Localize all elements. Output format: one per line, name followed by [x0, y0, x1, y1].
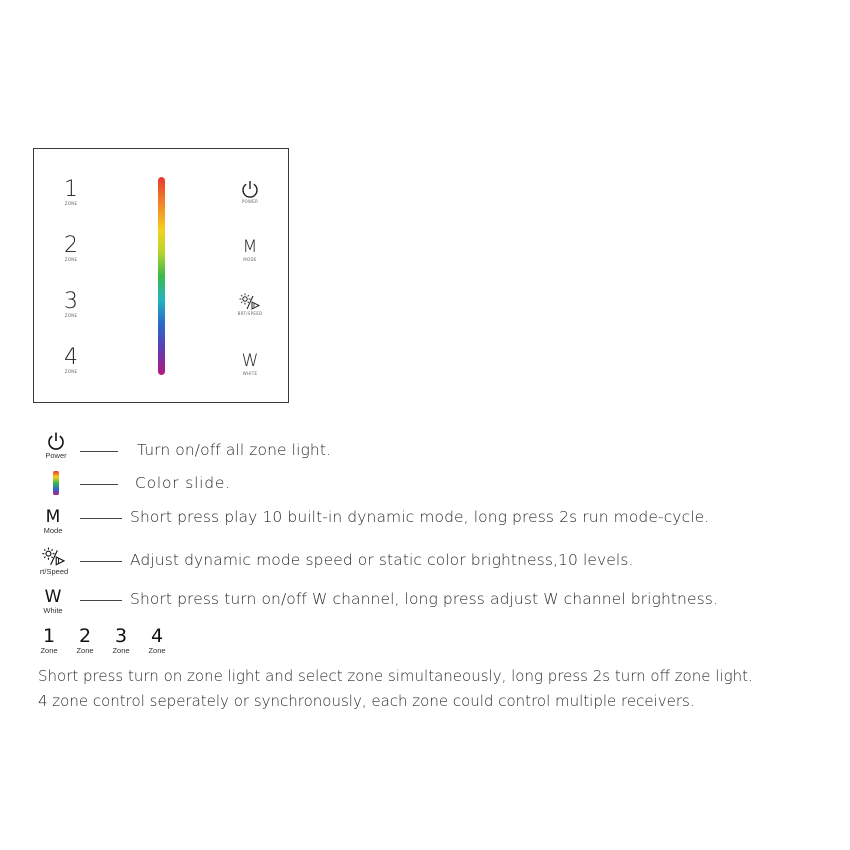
zone-1-caption: ZONE [64, 201, 78, 206]
legend-zone-4-number: 4 [150, 625, 164, 647]
legend-speed-text: Adjust dynamic mode speed or static color brightness,10 levels. [130, 551, 634, 569]
power-icon [240, 179, 260, 199]
legend-zone-4-caption: Zone [148, 646, 166, 655]
legend-mode-text: Short press play 10 built-in dynamic mode, long press 2s run mode-cycle. [130, 508, 710, 526]
zone-4-caption: ZONE [64, 369, 78, 374]
legend-speed-dash [80, 561, 122, 562]
zone-3-number: 3 [64, 289, 78, 314]
white-label: W [241, 351, 259, 371]
legend-power-text: Turn on/off all zone light. [137, 441, 332, 459]
white-caption: WHITE [242, 371, 258, 376]
legend-zone-1-caption: Zone [40, 646, 58, 655]
legend-mode-key [38, 508, 68, 535]
legend-speed-key [34, 547, 74, 576]
mode-key[interactable] [230, 237, 270, 263]
zone-1-key[interactable] [51, 179, 91, 207]
legend-zone-1-key [36, 626, 62, 655]
legend-power-caption: Power [45, 451, 67, 460]
legend-mode-caption: Mode [43, 526, 63, 535]
power-icon [46, 431, 66, 451]
legend-power-key [40, 431, 72, 460]
mode-label: M [242, 237, 258, 257]
legend-white-text: Short press turn on/off W channel, long press adjust W channel brightness. [130, 590, 718, 608]
legend-speed-caption: rt/Speed [39, 567, 69, 576]
legend-zone-4-key [144, 626, 170, 655]
zone-2-number: 2 [64, 233, 78, 258]
legend-zone-1-number: 1 [42, 625, 56, 647]
legend-color-text: Color slide. [135, 474, 231, 492]
legend-zone-2-key [72, 626, 98, 655]
mode-caption: MODE [243, 257, 257, 262]
legend-color-dash [80, 484, 118, 485]
zone-4-key[interactable] [51, 347, 91, 375]
speed-key[interactable] [230, 293, 270, 317]
legend-color-key [44, 471, 68, 495]
zone-4-number: 4 [64, 345, 78, 370]
legend-power-dash [80, 451, 118, 452]
white-key[interactable] [230, 351, 270, 377]
legend-zone-2-caption: Zone [76, 646, 94, 655]
zone-3-caption: ZONE [64, 313, 78, 318]
legend-mode-dash [80, 518, 122, 519]
zone-2-key[interactable] [51, 235, 91, 263]
zone-description-line-2: 4 zone control seperately or synchronously, each zone could control multiple receivers. [38, 692, 695, 710]
speed-caption: BRT/SPEED [237, 311, 263, 316]
legend-mode-label: M [45, 507, 61, 527]
zone-3-key[interactable] [51, 291, 91, 319]
wall-panel [33, 148, 289, 403]
rainbow-slider-icon [53, 471, 59, 495]
legend-zone-2-number: 2 [78, 625, 92, 647]
legend-white-caption: White [43, 606, 63, 615]
zone-1-number: 1 [64, 177, 78, 202]
legend-white-dash [80, 600, 122, 601]
power-caption: POWER [241, 199, 259, 204]
legend-zone-3-number: 3 [114, 625, 128, 647]
brightness-speed-icon [41, 547, 67, 567]
legend-white-label: W [44, 587, 62, 607]
legend-white-key [38, 588, 68, 615]
legend-zone-3-caption: Zone [112, 646, 130, 655]
brightness-speed-icon [239, 293, 261, 311]
legend-zone-3-key [108, 626, 134, 655]
color-slider[interactable] [158, 177, 165, 375]
zone-description-line-1: Short press turn on zone light and select zone simultaneously, long press 2s turn off zone light. [38, 667, 753, 685]
power-key[interactable] [230, 179, 270, 205]
zone-2-caption: ZONE [64, 257, 78, 262]
